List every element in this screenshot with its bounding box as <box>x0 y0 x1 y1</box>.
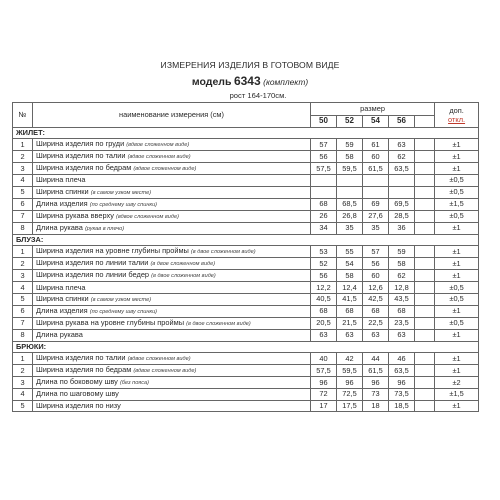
size-value: 18 <box>363 400 389 412</box>
empty-cell <box>415 317 435 329</box>
size-value: 72 <box>311 389 337 401</box>
size-value: 62 <box>389 270 415 282</box>
measurement-cell <box>33 293 311 305</box>
header-tolerance-line1: доп. <box>449 105 464 115</box>
section-title: БРЮКИ: <box>13 341 479 353</box>
measurement-cell <box>33 246 311 258</box>
row-number: 3 <box>13 377 33 389</box>
size-value: 17 <box>311 400 337 412</box>
table-row <box>13 353 479 365</box>
size-value: 12,2 <box>311 282 337 294</box>
empty-cell <box>415 139 435 151</box>
size-value: 59,5 <box>337 163 363 175</box>
row-number: 6 <box>13 198 33 210</box>
empty-cell <box>415 282 435 294</box>
tolerance-value: ±0,5 <box>435 186 479 198</box>
size-value: 42 <box>337 353 363 365</box>
measurement-name: Длина по боковому шву <box>36 377 118 387</box>
size-50: 50 <box>311 116 337 128</box>
measurement-name: Ширина рукава вверху <box>36 210 114 220</box>
size-value: 12,4 <box>337 282 363 294</box>
size-value: 28,5 <box>389 210 415 222</box>
size-value: 22,5 <box>363 317 389 329</box>
measurement-name: Ширина изделия на уровне глубины проймы <box>36 246 189 256</box>
row-number: 6 <box>13 305 33 317</box>
measurement-cell <box>33 270 311 282</box>
size-value: 35 <box>363 222 389 234</box>
size-value: 96 <box>363 377 389 389</box>
empty-cell <box>415 270 435 282</box>
tolerance-value: ±1 <box>435 222 479 234</box>
size-value: 96 <box>311 377 337 389</box>
model-label: модель <box>191 76 232 88</box>
measurement-name: Ширина плеча <box>36 282 86 292</box>
measurement-note: (в самом узком месте) <box>90 189 152 196</box>
empty-cell <box>415 353 435 365</box>
measurement-note: (вдвое сложенном виде) <box>133 368 197 375</box>
size-value: 68 <box>389 305 415 317</box>
row-number: 7 <box>13 317 33 329</box>
table-row <box>13 186 479 198</box>
size-value: 61 <box>363 139 389 151</box>
table-row <box>13 282 479 294</box>
tolerance-value: ±0,5 <box>435 282 479 294</box>
row-number: 5 <box>13 186 33 198</box>
size-value: 68,5 <box>337 198 363 210</box>
empty-cell <box>415 305 435 317</box>
measurement-name: Длина рукава <box>36 330 83 340</box>
tolerance-value: ±0,5 <box>435 210 479 222</box>
empty-cell <box>415 377 435 389</box>
tolerance-value: ±1 <box>435 270 479 282</box>
measurement-name: Ширина изделия по бедрам <box>36 163 132 173</box>
measurement-name: Ширина рукава на уровне глубины проймы <box>36 317 185 327</box>
header-number: № <box>13 103 33 128</box>
section-title: ЖИЛЕТ: <box>13 127 479 139</box>
size-value: 63 <box>389 329 415 341</box>
measurement-name: Ширина изделия по линии талии <box>36 258 149 268</box>
size-value: 12,6 <box>363 282 389 294</box>
measurement-name: Ширина спинки <box>36 186 89 196</box>
size-value: 96 <box>389 377 415 389</box>
size-value: 61,5 <box>363 365 389 377</box>
tolerance-value: ±1,5 <box>435 198 479 210</box>
size-value: 73 <box>363 389 389 401</box>
empty-cell <box>415 163 435 175</box>
measurement-cell <box>33 282 311 294</box>
measurement-note: (в двое сложенном виде) <box>190 249 256 256</box>
size-value: 63 <box>389 139 415 151</box>
document-title: ИЗМЕРЕНИЯ ИЗДЕЛИЯ В ГОТОВОМ ВИДЕ <box>160 60 340 70</box>
table-row <box>13 365 479 377</box>
tolerance-value: ±1 <box>435 246 479 258</box>
table-row <box>13 222 479 234</box>
row-number: 7 <box>13 210 33 222</box>
section-row <box>13 341 479 353</box>
size-value: 36 <box>389 222 415 234</box>
section-row <box>13 234 479 246</box>
size-value: 27,6 <box>363 210 389 222</box>
size-value: 56 <box>363 258 389 270</box>
size-value: 57,5 <box>311 163 337 175</box>
size-value: 56 <box>311 270 337 282</box>
table-row <box>13 270 479 282</box>
measurement-note: (вдвое сложенном виде) <box>127 154 191 161</box>
row-number: 2 <box>13 151 33 163</box>
row-number: 5 <box>13 293 33 305</box>
tolerance-value: ±1,5 <box>435 389 479 401</box>
measurement-note: (вдвое сложенном виде) <box>115 213 179 220</box>
size-value: 69 <box>363 198 389 210</box>
tolerance-value: ±0,5 <box>435 175 479 187</box>
size-value: 55 <box>337 246 363 258</box>
size-value <box>363 186 389 198</box>
size-value: 54 <box>337 258 363 270</box>
measurement-cell <box>33 258 311 270</box>
row-number: 8 <box>13 222 33 234</box>
measurement-cell <box>33 222 311 234</box>
section-title: БЛУЗА: <box>13 234 479 246</box>
size-56: 56 <box>389 116 415 128</box>
empty-cell <box>415 329 435 341</box>
measurement-cell <box>33 151 311 163</box>
size-value <box>337 175 363 187</box>
table-row <box>13 151 479 163</box>
empty-cell <box>415 365 435 377</box>
size-value: 17,5 <box>337 400 363 412</box>
tolerance-value: ±1 <box>435 163 479 175</box>
size-value: 68 <box>337 305 363 317</box>
table-row <box>13 210 479 222</box>
header-measurement-name: наименование измерения (см) <box>33 103 311 128</box>
tolerance-value: ±1 <box>435 329 479 341</box>
measurement-name: Ширина спинки <box>36 293 89 303</box>
measurement-cell <box>33 329 311 341</box>
measurement-cell <box>33 198 311 210</box>
empty-cell <box>415 258 435 270</box>
size-value <box>363 175 389 187</box>
empty-cell <box>415 210 435 222</box>
measurement-note: (без пояса) <box>119 380 149 387</box>
header-tolerance-line2: откл. <box>448 114 466 124</box>
size-54: 54 <box>363 116 389 128</box>
size-value: 40 <box>311 353 337 365</box>
measurement-name: Длина изделия <box>36 305 88 315</box>
table-row <box>13 246 479 258</box>
measurement-name: Длина рукава <box>36 222 83 232</box>
row-number: 4 <box>13 175 33 187</box>
tolerance-value: ±1 <box>435 151 479 163</box>
size-value: 57 <box>363 246 389 258</box>
empty-cell <box>415 198 435 210</box>
measurement-note: (вдвое сложенном виде) <box>133 166 197 173</box>
size-value: 73,5 <box>389 389 415 401</box>
measurement-name: Ширина плеча <box>36 175 86 185</box>
height-range: рост 164-170см. <box>229 91 287 100</box>
size-value: 46 <box>389 353 415 365</box>
measurement-cell <box>33 210 311 222</box>
table-row <box>13 389 479 401</box>
size-value: 63 <box>311 329 337 341</box>
row-number: 4 <box>13 389 33 401</box>
measurement-name: Длина по шаговому шву <box>36 389 119 399</box>
size-value: 20,5 <box>311 317 337 329</box>
tolerance-value: ±0,5 <box>435 317 479 329</box>
size-value: 59,5 <box>337 365 363 377</box>
table-row <box>13 139 479 151</box>
row-number: 5 <box>13 400 33 412</box>
measurement-note: (вдвое сложенном виде) <box>126 142 190 149</box>
tolerance-value: ±1 <box>435 400 479 412</box>
measurement-cell <box>33 400 311 412</box>
measurement-note: (вдвое сложенном виде) <box>127 356 191 363</box>
row-number: 2 <box>13 258 33 270</box>
size-value: 69,5 <box>389 198 415 210</box>
empty-cell <box>415 400 435 412</box>
table-header-row <box>13 103 479 116</box>
measurement-cell <box>33 186 311 198</box>
size-value: 42,5 <box>363 293 389 305</box>
row-number: 1 <box>13 246 33 258</box>
measurement-name: Ширина изделия по бедрам <box>36 365 132 375</box>
section-row <box>13 127 479 139</box>
table-row <box>13 175 479 187</box>
model-code: 6343 <box>233 74 261 88</box>
measurement-cell <box>33 353 311 365</box>
measurement-cell <box>33 163 311 175</box>
size-value: 58 <box>337 151 363 163</box>
size-value: 56 <box>311 151 337 163</box>
measurement-name: Длина изделия <box>36 198 88 208</box>
size-value: 58 <box>389 258 415 270</box>
size-value: 68 <box>311 198 337 210</box>
table-row <box>13 258 479 270</box>
size-value <box>311 186 337 198</box>
size-value: 63,5 <box>389 163 415 175</box>
tolerance-value: ±1 <box>435 305 479 317</box>
row-number: 1 <box>13 139 33 151</box>
row-number: 4 <box>13 282 33 294</box>
tolerance-value: ±1 <box>435 139 479 151</box>
model-note: (комплект) <box>263 77 309 87</box>
tolerance-value: ±1 <box>435 258 479 270</box>
empty-cell <box>415 151 435 163</box>
size-value: 18,5 <box>389 400 415 412</box>
row-number: 1 <box>13 353 33 365</box>
table-row <box>13 329 479 341</box>
measurement-cell <box>33 175 311 187</box>
table-row <box>13 317 479 329</box>
tolerance-value: ±1 <box>435 365 479 377</box>
size-value: 26,8 <box>337 210 363 222</box>
tolerance-value: ±1 <box>435 353 479 365</box>
tolerance-value: ±2 <box>435 377 479 389</box>
measurement-cell <box>33 305 311 317</box>
measurement-note: (рукав в плечо) <box>84 225 125 232</box>
empty-cell <box>415 389 435 401</box>
size-value <box>389 186 415 198</box>
size-value: 57,5 <box>311 365 337 377</box>
size-value: 23,5 <box>389 317 415 329</box>
size-value: 26 <box>311 210 337 222</box>
size-value: 44 <box>363 353 389 365</box>
size-value: 62 <box>389 151 415 163</box>
size-value: 21,5 <box>337 317 363 329</box>
size-value: 53 <box>311 246 337 258</box>
size-value: 34 <box>311 222 337 234</box>
size-value: 41,5 <box>337 293 363 305</box>
header-size: размер <box>311 103 435 116</box>
tolerance-value: ±0,5 <box>435 293 479 305</box>
measurement-name: Ширина изделия по линии бедер <box>36 270 150 280</box>
size-value: 52 <box>311 258 337 270</box>
table-row <box>13 400 479 412</box>
size-value: 61,5 <box>363 163 389 175</box>
size-value: 60 <box>363 270 389 282</box>
row-number: 3 <box>13 270 33 282</box>
table-row <box>13 293 479 305</box>
empty-cell <box>415 293 435 305</box>
table-row <box>13 163 479 175</box>
size-value: 68 <box>363 305 389 317</box>
measurement-cell <box>33 139 311 151</box>
size-value: 12,8 <box>389 282 415 294</box>
measurement-name: Ширина изделия по груди <box>36 139 125 149</box>
size-52: 52 <box>337 116 363 128</box>
measurement-note: (в двое сложенном виде) <box>151 273 216 280</box>
measurement-note: (по среднему шву спинки) <box>89 308 158 315</box>
size-value: 40,5 <box>311 293 337 305</box>
empty-cell <box>415 222 435 234</box>
size-value: 63 <box>337 329 363 341</box>
measurement-cell <box>33 377 311 389</box>
table-row <box>13 377 479 389</box>
table-row <box>13 305 479 317</box>
size-value: 58 <box>337 270 363 282</box>
size-value: 59 <box>389 246 415 258</box>
measurement-note: (в двое сложенном виде) <box>150 261 216 268</box>
size-value: 68 <box>311 305 337 317</box>
model-line <box>0 74 500 88</box>
size-value: 57 <box>311 139 337 151</box>
measurement-note: (по среднему шву спинки) <box>89 201 158 208</box>
empty-cell <box>415 186 435 198</box>
measurements-table <box>12 102 479 412</box>
size-value: 43,5 <box>389 293 415 305</box>
size-value: 96 <box>337 377 363 389</box>
size-value: 72,5 <box>337 389 363 401</box>
measurement-name: Ширина изделия по низу <box>36 401 121 411</box>
row-number: 3 <box>13 163 33 175</box>
measurement-note: (в двое сложенном виде) <box>186 320 251 327</box>
row-number: 8 <box>13 329 33 341</box>
size-value <box>337 186 363 198</box>
size-empty-cell <box>415 116 435 128</box>
measurement-cell <box>33 317 311 329</box>
size-value: 60 <box>363 151 389 163</box>
size-value: 63,5 <box>389 365 415 377</box>
table-row <box>13 198 479 210</box>
size-value: 59 <box>337 139 363 151</box>
empty-cell <box>415 175 435 187</box>
header-tolerance <box>435 103 479 128</box>
measurement-cell <box>33 365 311 377</box>
size-value: 63 <box>363 329 389 341</box>
size-value <box>389 175 415 187</box>
measurement-name: Ширина изделия по талии <box>36 151 126 161</box>
empty-cell <box>415 246 435 258</box>
measurement-note: (в самом узком месте) <box>90 296 152 303</box>
size-value: 35 <box>337 222 363 234</box>
row-number: 2 <box>13 365 33 377</box>
measurement-cell <box>33 389 311 401</box>
measurement-name: Ширина изделия по талии <box>36 353 126 363</box>
size-value <box>311 175 337 187</box>
